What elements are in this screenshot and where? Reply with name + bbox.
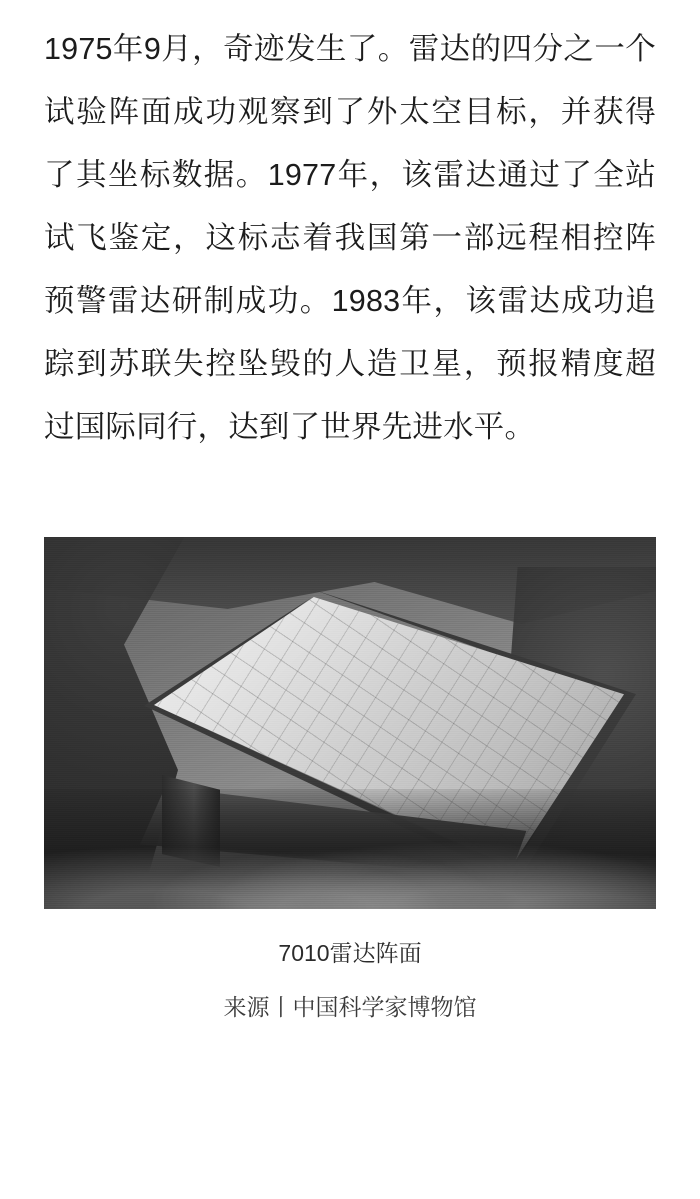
article-figure <box>44 459 656 1025</box>
radar-array-photo <box>44 537 656 909</box>
article-paragraph: 1975年9月，奇迹发生了。雷达的四分之一个试验阵面成功观察到了外太空目标，并获得了其坐标数据。1977年，该雷达通过了全站试飞鉴定，这标志着我国第一部远程相控阵预警雷达研制成功。1983年，该雷达成功追踪到苏联失控坠毁的人造卫星，预报精度超过国际同行，达到了世界先进水平。 <box>44 32 656 444</box>
figure-caption: 7010雷达阵面 <box>278 940 422 966</box>
article-body <box>44 0 656 459</box>
photo-film-grain <box>44 537 656 909</box>
figure-source: 来源丨中国科学家博物馆 <box>223 994 477 1020</box>
